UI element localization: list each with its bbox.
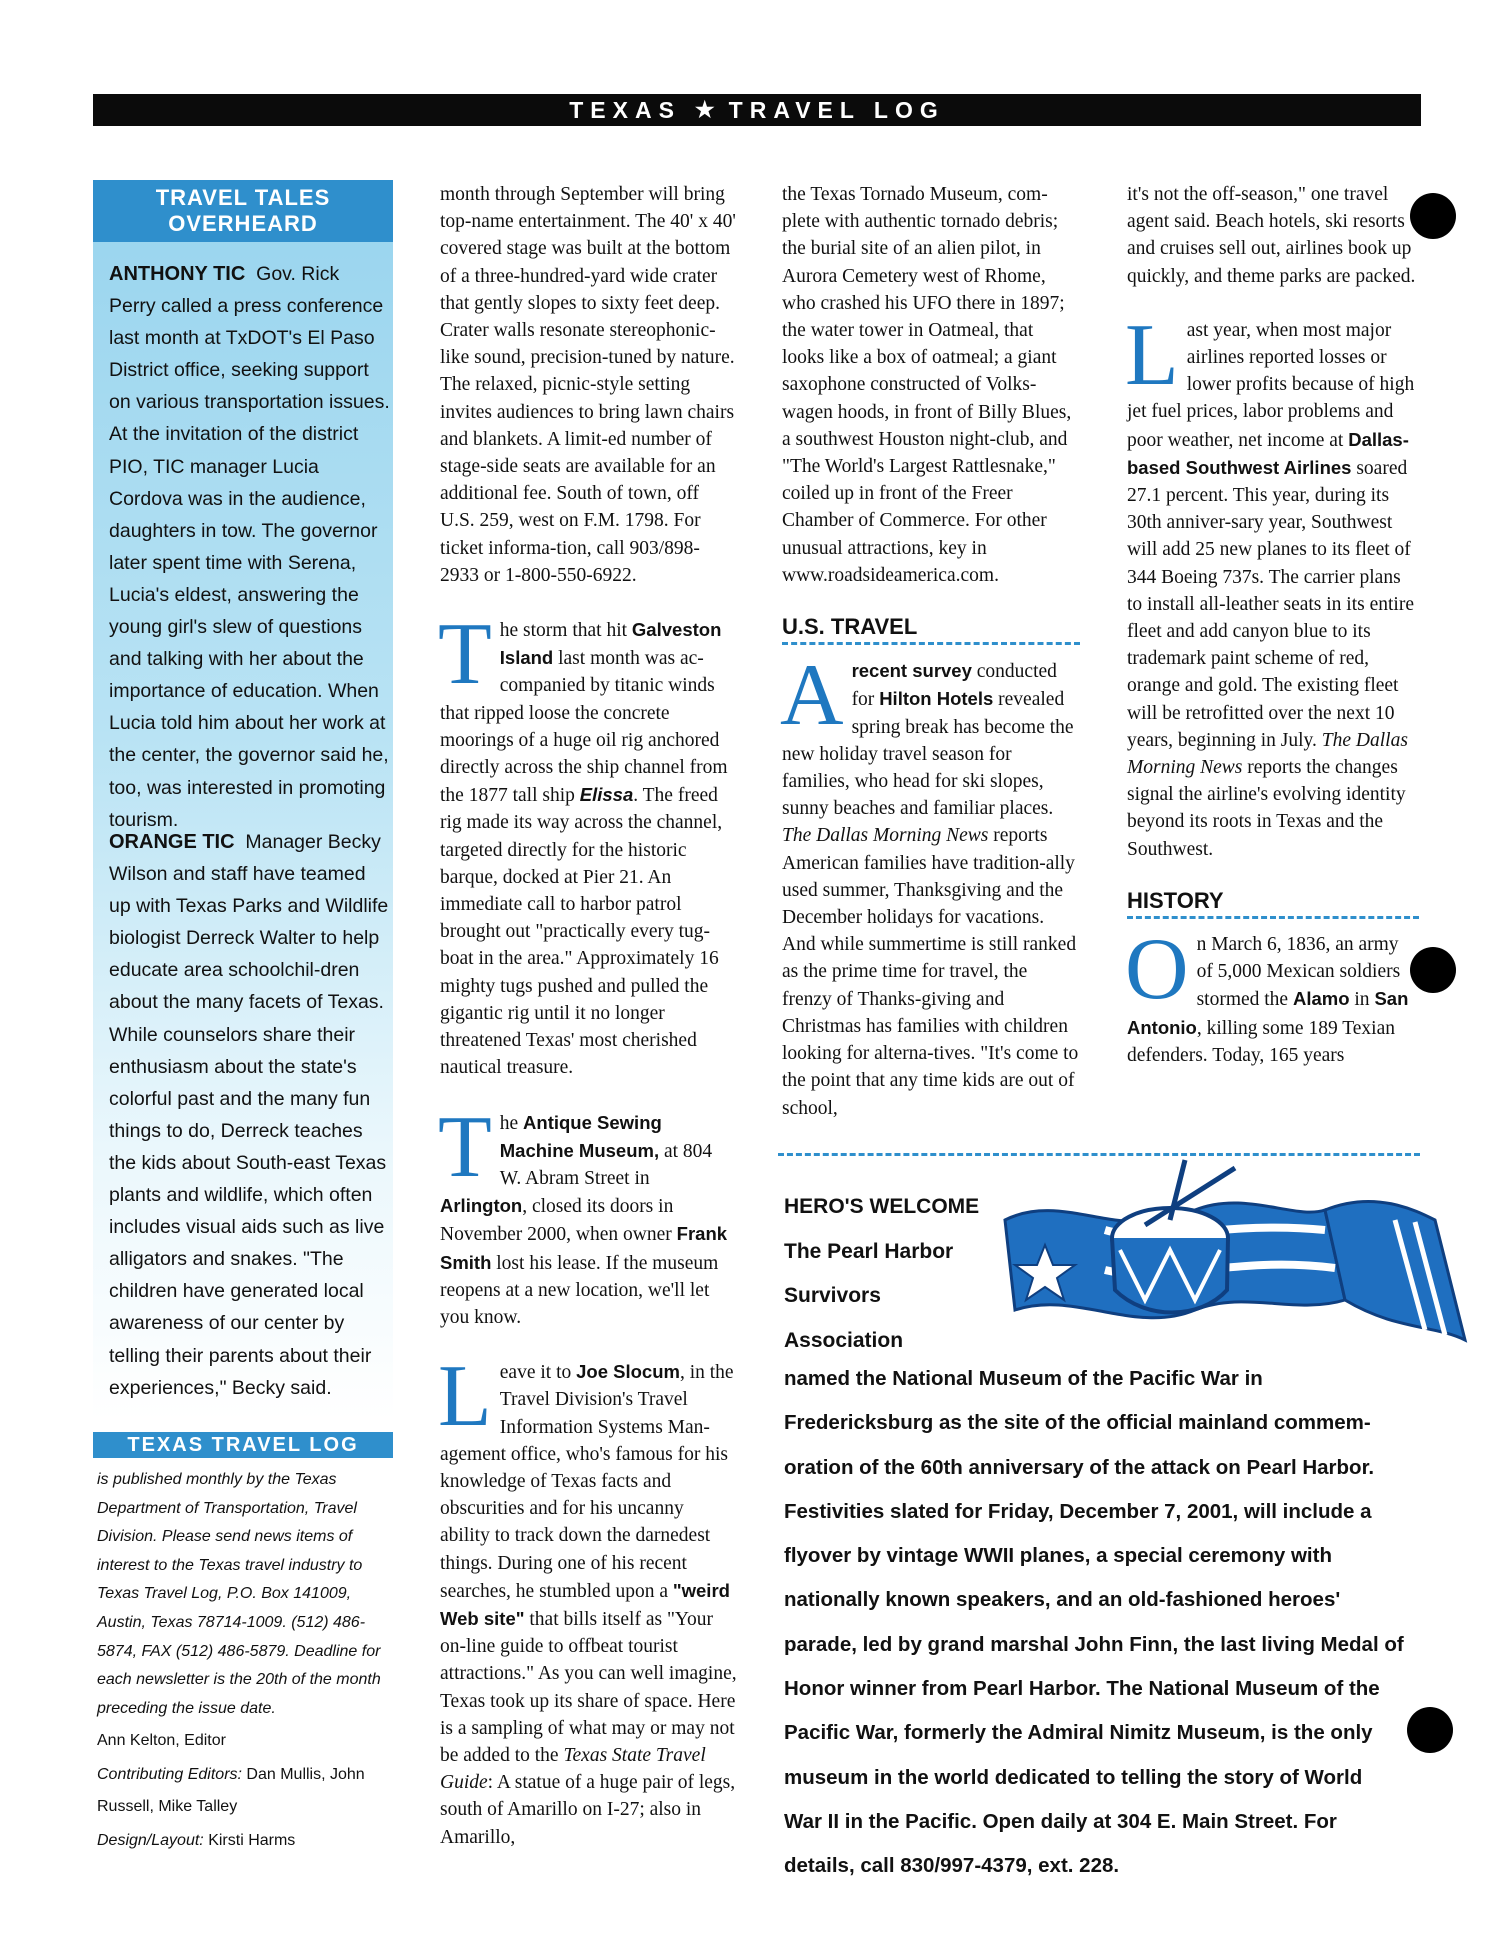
alamo-paragraph: On March 6, 1836, an army of 5,000 Mexican soldiers stormed the Alamo in San Antonio, killing some 189 Texian defenders. Today, 165 years xyxy=(1125,921,1409,1066)
us-travel-heading: U.S. TRAVEL xyxy=(782,613,1080,645)
contrib-label: Contributing Editors: xyxy=(97,1766,242,1784)
editor-credit xyxy=(97,1725,397,1757)
hero-line: The Pearl Harbor xyxy=(784,1239,954,1263)
masthead-body xyxy=(97,1466,397,1857)
anthony-tic-text: Gov. Rick Perry called a press conference last month at TxDOT's El Paso District office, seeking support on various transportation issues. At the invitation of the district PIO, TIC manager Lucia Cordova was in the audience, daughters in tow. The governor later spent time with Serena, Lucia's eldest, answering the young girl's slew of questions and talking with her about the importance of education. When Lucia told him about her work at the center, the governor said he, too, was interested in promoting tourism. xyxy=(109,263,390,831)
galveston-paragraph: The storm that hit Galveston Island last month was ac-companied by titanic winds that ripped loose the concrete moorings of a huge oil rig anchored directly across the ship channel from the 1877 tall ship Elissa. The freed rig made its way across the channel, targeted directly for the historic barque, docked at Pier 21. An immediate call to harbor patrol brought out "practically every tug-boat in the area." Approximately 16 mighty tugs pushed and pulled the gigantic rig until it no longer threatened Texas' most cherished nautical treasure. xyxy=(438,606,728,1079)
concert-paragraph: month through September will bring top-name entertainment. The 40' x 40' covered stage was built at the bottom of a three-hundred-yard wide crater that gently slopes to sixty feet deep. Crater walls resonate stereophonic-like sound, precision-tuned by nature. The relaxed, picnic-style setting invites audiences to bring lawn chairs and blankets. A limit-ed number of stage-side seats are available for an additional fee. South of town, off U.S. 259, west on F.M. 1798. For ticket informa-tion, call 903/898-2933 or 1-800-550-6922. xyxy=(440,184,736,586)
hero-line: Survivors xyxy=(784,1284,881,1307)
drop-cap: A xyxy=(780,647,844,745)
off-season-paragraph: it's not the off-season," one travel agent said. Beach hotels, ski resorts and cruises sell out, airlines book up quickly, and theme parks are packed. xyxy=(1127,184,1416,287)
masthead-description: is published monthly by the Texas Department of Transportation, Travel Division. Please send news items of interest to the Texas travel industry to Texas Travel Log, P.O. Box 141009, Austin, Texas 78714-1009. (512) 486-5874, FAX (512) 486-5879. Deadline for each newsletter is the 20th of the month preceding the issue date. xyxy=(97,1471,381,1717)
design-credit xyxy=(97,1825,397,1857)
sewing-museum-paragraph: The Antique Sewing Machine Museum, at 804 W. Abram Street in Arlington, closed its doors in November 2000, when owner Frank Smith lost his lease. If the museum reopens at a new location, we'll let you know. xyxy=(438,1098,728,1328)
heading-line-1: TRAVEL TALES xyxy=(155,185,331,210)
drop-cap: L xyxy=(438,1348,492,1446)
design-label: Design/Layout: xyxy=(97,1832,204,1850)
drop-cap: T xyxy=(438,606,492,704)
editor-name: Ann Kelton, Editor xyxy=(97,1732,226,1750)
orange-tic-text: Manager Becky Wilson and staff have teamed up with Texas Parks and Wildlife biologist Derreck Walter to help educate area schoolchil-dren about the many facets of Texas. While counselors share their enthusiasm about the state's colorful past and the many fun things to do, Derreck teaches the kids about South-east Texas plants and wildlife, which often includes visual aids such as live alligators and snakes. "The children have generated local awareness of our center by telling their parents about their experiences," Becky said. xyxy=(109,831,389,1399)
anthony-tic-label: ANTHONY TIC xyxy=(109,263,246,285)
star-icon: ★ xyxy=(694,97,715,122)
hero-line: Association xyxy=(784,1328,904,1352)
roadside-paragraph: the Texas Tornado Museum, com-plete with authentic tornado debris; the burial site of an alien pilot, in Aurora Cemetery west of Rhome, who crashed his UFO there in 1897; the water tower in Oatmeal, that looks like a box of oatmeal; a giant saxophone constructed of Volks-wagen hoods, in front of Billy Blues, a southwest Houston night-club, and "The World's Largest Rattlesnake," coiled up in front of the Freer Chamber of Commerce. For other unusual attractions, key in www.roadsideamerica.com. xyxy=(782,184,1072,586)
header-bar xyxy=(93,94,1421,126)
contrib-credit xyxy=(97,1759,397,1823)
southwest-paragraph: Last year, when most major airlines reported losses or lower profits because of high jet fuel prices, labor problems and poor weather, net income at Dallas-based Southwest Airlines soared 27.1 percent. This year, during its 30th anniver-sary year, Southwest will add 25 new planes to its fleet of 344 Boeing 737s. The carrier plans to install all-leather seats in its entire fleet and add canyon blue to its trademark paint scheme of red, orange and gold. The existing fleet will be retrofitted over the next 10 years, beginning in July. The Dallas Morning News reports the changes signal the airline's evolving identity beyond its roots in Texas and the Southwest. xyxy=(1125,306,1415,860)
drop-cap: T xyxy=(438,1098,492,1196)
column-3 xyxy=(782,181,1080,1122)
column-4 xyxy=(1127,181,1419,1069)
hero-body: named the National Museum of the Pacific War in Fredericksburg as the site of the official mainland commem-oration of the 60th anniversary of the attack on Pearl Harbor. Festivities slated for Friday, December 7, 2001, will include a flyover by vintage WWII planes, a special ceremony with nationally known speakers, and an old-fashioned heroes' parade, led by grand marshal John Finn, the last living Medal of Honor winner from Pearl Harbor. The National Museum of the Pacific War, formerly the Admiral Nimitz Museum, is the only museum in the world dedicated to telling the story of World War II in the Pacific. Open daily at 304 E. Main Street. For details, call 830/997-4379, ext. 228. xyxy=(784,1367,1404,1878)
travel-tales-heading xyxy=(93,180,393,242)
orange-tic-item xyxy=(109,826,391,1404)
column-2 xyxy=(440,181,738,1851)
drop-cap: O xyxy=(1125,921,1189,1019)
drum-flag-illustration xyxy=(995,1150,1475,1355)
binder-hole xyxy=(1410,947,1456,993)
hero-title: HERO'S WELCOME xyxy=(784,1195,980,1218)
header-title-right: TRAVEL LOG xyxy=(728,96,945,123)
header-title-left: TEXAS xyxy=(569,96,681,123)
history-heading: HISTORY xyxy=(1127,887,1419,919)
survey-paragraph: Arecent survey conducted for Hilton Hotels revealed spring break has become the new holiday travel season for families, who head for ski slopes, sunny beaches and familiar places. The Dallas Morning News reports American families have tradition-ally used summer, Thanksgiving and the December holidays for vacations. And while summertime is still ranked as the prime time for travel, the frenzy of Thanks-giving and Christmas has families with children looking for alterna-tives. "It's come to the point that any time kids are out of school, xyxy=(780,647,1079,1119)
heading-line-2: OVERHEARD xyxy=(168,211,318,236)
binder-hole xyxy=(1407,1707,1453,1753)
joe-slocum-paragraph: Leave it to Joe Slocum, in the Travel Division's Travel Information Systems Man-agement office, who's famous for his knowledge of Texas facts and obscurities and for his uncanny ability to track down the darnedest things. During one of his recent searches, he stumbled upon a "weird Web site" that bills itself as "Your on-line guide to offbeat tourist attractions." As you can well imagine, Texas took up its share of space. Here is a sampling of what may or may not be added to the Texas State Travel Guide: A statue of a huge pair of legs, south of Amarillo on I-27; also in Amarillo, xyxy=(438,1348,737,1848)
contrib-names: Dan Mullis, John Russell, Mike Talley xyxy=(97,1766,365,1816)
orange-tic-label: ORANGE TIC xyxy=(109,831,235,853)
hero-heading xyxy=(784,1185,999,1363)
drop-cap: L xyxy=(1125,306,1179,404)
binder-hole xyxy=(1410,193,1456,239)
masthead-title: TEXAS TRAVEL LOG xyxy=(93,1432,393,1458)
design-name: Kirsti Harms xyxy=(208,1832,296,1850)
anthony-tic-item xyxy=(109,258,391,836)
